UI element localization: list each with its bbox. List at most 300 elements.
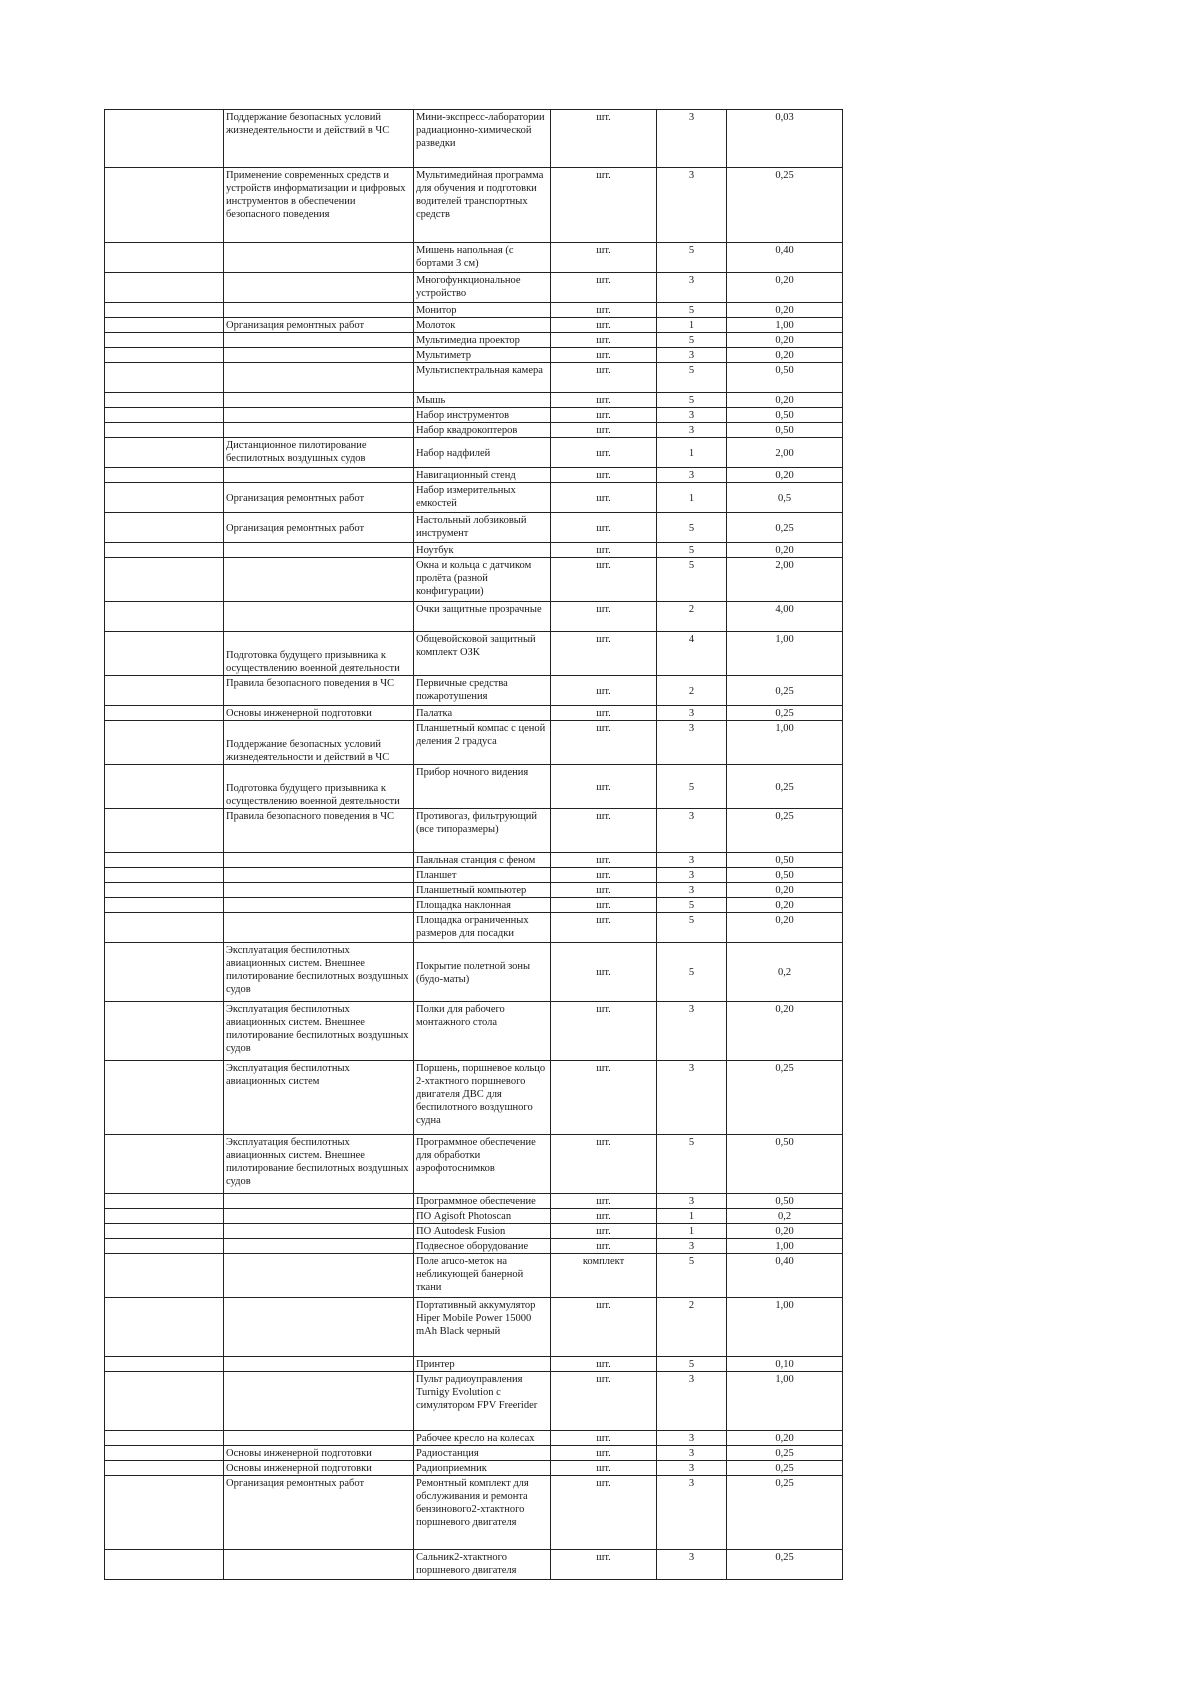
item-name-cell: Паяльная станция с феном (414, 853, 551, 868)
table-row (105, 438, 843, 468)
unit-cell: шт. (551, 348, 657, 363)
item-name-cell: Радиостанция (414, 1446, 551, 1461)
topic-cell: Дистанционное пилотирование беспилотных воздушных судов (224, 438, 414, 468)
topic-cell: Эксплуатация беспилотных авиационных систем. Внешнее пилотирование беспилотных воздушных судов (224, 943, 414, 1002)
item-name-cell: Планшет (414, 868, 551, 883)
unit-cell: шт. (551, 558, 657, 602)
section-cell (105, 1224, 224, 1239)
item-name-cell: Мультиспектральная камера (414, 363, 551, 393)
topic-cell (224, 602, 414, 632)
value-cell: 0,2 (727, 943, 843, 1002)
table-row (105, 558, 843, 602)
value-cell: 0,50 (727, 1135, 843, 1194)
item-name-cell: Программное обеспечение (414, 1194, 551, 1209)
table-row (105, 1357, 843, 1372)
quantity-cell: 3 (657, 1446, 727, 1461)
section-cell (105, 1061, 224, 1135)
table-row (105, 1550, 843, 1580)
quantity-cell: 5 (657, 558, 727, 602)
item-name-cell: Мультимедиа проектор (414, 333, 551, 348)
unit-cell: комплект (551, 1254, 657, 1298)
quantity-cell: 2 (657, 1298, 727, 1357)
section-cell (105, 543, 224, 558)
unit-cell: шт. (551, 1061, 657, 1135)
unit-cell: шт. (551, 1476, 657, 1550)
section-cell (105, 1135, 224, 1194)
table-row (105, 1476, 843, 1550)
item-name-cell: Радиоприемник (414, 1461, 551, 1476)
item-name-cell: Площадка ограниченных размеров для посадки (414, 913, 551, 943)
unit-cell: шт. (551, 110, 657, 168)
item-name-cell: Мишень напольная (с бортами 3 см) (414, 243, 551, 273)
unit-cell: шт. (551, 883, 657, 898)
table-row (105, 1372, 843, 1431)
item-name-cell: Мультимедийная программа для обучения и подготовки водителей транспортных средств (414, 168, 551, 243)
unit-cell: шт. (551, 273, 657, 303)
item-name-cell: Очки защитные прозрачные (414, 602, 551, 632)
topic-cell (224, 558, 414, 602)
item-name-cell: ПО Autodesk Fusion (414, 1224, 551, 1239)
quantity-cell: 3 (657, 1476, 727, 1550)
unit-cell: шт. (551, 1224, 657, 1239)
topic-cell (224, 1209, 414, 1224)
item-name-cell: Поле aruco-меток на небликующей банерной ткани (414, 1254, 551, 1298)
value-cell: 0,50 (727, 853, 843, 868)
section-cell (105, 632, 224, 676)
table-row (105, 706, 843, 721)
section-cell (105, 438, 224, 468)
section-cell (105, 868, 224, 883)
unit-cell: шт. (551, 1194, 657, 1209)
unit-cell: шт. (551, 898, 657, 913)
value-cell: 0,20 (727, 303, 843, 318)
quantity-cell: 5 (657, 243, 727, 273)
unit-cell: шт. (551, 468, 657, 483)
topic-cell (224, 1194, 414, 1209)
topic-cell (224, 363, 414, 393)
value-cell: 0,03 (727, 110, 843, 168)
item-name-cell: Набор надфилей (414, 438, 551, 468)
item-name-cell: Сальник2-хтактного поршневого двигателя (414, 1550, 551, 1580)
unit-cell: шт. (551, 913, 657, 943)
quantity-cell: 1 (657, 1224, 727, 1239)
item-name-cell: Настольный лобзиковый инструмент (414, 513, 551, 543)
topic-cell (224, 1431, 414, 1446)
value-cell: 1,00 (727, 1372, 843, 1431)
item-name-cell: Набор квадрокоптеров (414, 423, 551, 438)
value-cell: 0,20 (727, 468, 843, 483)
item-name-cell: Набор инструментов (414, 408, 551, 423)
value-cell: 0,20 (727, 333, 843, 348)
table-row (105, 1224, 843, 1239)
quantity-cell: 3 (657, 883, 727, 898)
item-name-cell: Рабочее кресло на колесах (414, 1431, 551, 1446)
table-body (105, 110, 843, 1580)
value-cell: 0,20 (727, 393, 843, 408)
value-cell: 0,5 (727, 483, 843, 513)
value-cell: 0,2 (727, 1209, 843, 1224)
section-cell (105, 809, 224, 853)
table-row (105, 1061, 843, 1135)
topic-cell (224, 898, 414, 913)
quantity-cell: 3 (657, 110, 727, 168)
unit-cell: шт. (551, 632, 657, 676)
unit-cell: шт. (551, 676, 657, 706)
topic-cell (224, 333, 414, 348)
item-name-cell: Программное обеспечение для обработки аэрофотоснимков (414, 1135, 551, 1194)
quantity-cell: 3 (657, 423, 727, 438)
section-cell (105, 110, 224, 168)
topic-cell: Организация ремонтных работ (224, 1476, 414, 1550)
value-cell: 0,50 (727, 868, 843, 883)
quantity-cell: 3 (657, 1431, 727, 1446)
quantity-cell: 2 (657, 676, 727, 706)
topic-cell (224, 543, 414, 558)
quantity-cell: 3 (657, 273, 727, 303)
topic-cell (224, 1372, 414, 1431)
section-cell (105, 1446, 224, 1461)
table-row (105, 168, 843, 243)
unit-cell: шт. (551, 1446, 657, 1461)
quantity-cell: 3 (657, 809, 727, 853)
section-cell (105, 318, 224, 333)
value-cell: 0,20 (727, 1002, 843, 1061)
item-name-cell: Общевойсковой защитный комплект ОЗК (414, 632, 551, 676)
item-name-cell: Набор измерительных емкостей (414, 483, 551, 513)
quantity-cell: 3 (657, 1372, 727, 1431)
section-cell (105, 1298, 224, 1357)
value-cell: 0,25 (727, 706, 843, 721)
section-cell (105, 348, 224, 363)
quantity-cell: 4 (657, 632, 727, 676)
value-cell: 0,25 (727, 676, 843, 706)
unit-cell: шт. (551, 721, 657, 765)
quantity-cell: 1 (657, 438, 727, 468)
topic-cell (224, 1239, 414, 1254)
unit-cell: шт. (551, 1002, 657, 1061)
item-name-cell: Пульт радиоуправления Turnigy Evolution с симулятором FPV Freerider (414, 1372, 551, 1431)
topic-cell: Подготовка будущего призывника к осуществлению военной деятельности (224, 632, 414, 676)
unit-cell: шт. (551, 1239, 657, 1254)
value-cell: 0,20 (727, 1431, 843, 1446)
section-cell (105, 706, 224, 721)
topic-cell: Основы инженерной подготовки (224, 1446, 414, 1461)
value-cell: 2,00 (727, 558, 843, 602)
table-row (105, 318, 843, 333)
section-cell (105, 765, 224, 809)
table-row (105, 676, 843, 706)
section-cell (105, 1372, 224, 1431)
topic-cell: Организация ремонтных работ (224, 513, 414, 543)
table-row (105, 363, 843, 393)
topic-cell (224, 408, 414, 423)
section-cell (105, 273, 224, 303)
value-cell: 0,20 (727, 913, 843, 943)
table-row (105, 483, 843, 513)
section-cell (105, 1254, 224, 1298)
quantity-cell: 3 (657, 1550, 727, 1580)
table-row (105, 898, 843, 913)
topic-cell (224, 303, 414, 318)
value-cell: 0,20 (727, 348, 843, 363)
quantity-cell: 5 (657, 1135, 727, 1194)
table-row (105, 468, 843, 483)
topic-cell (224, 348, 414, 363)
quantity-cell: 2 (657, 602, 727, 632)
quantity-cell: 3 (657, 408, 727, 423)
topic-cell: Правила безопасного поведения в ЧС (224, 809, 414, 853)
table-row (105, 1446, 843, 1461)
table-row (105, 632, 843, 676)
unit-cell: шт. (551, 423, 657, 438)
quantity-cell: 5 (657, 303, 727, 318)
section-cell (105, 333, 224, 348)
table-row (105, 1209, 843, 1224)
table-row (105, 868, 843, 883)
value-cell: 2,00 (727, 438, 843, 468)
quantity-cell: 5 (657, 393, 727, 408)
unit-cell: шт. (551, 543, 657, 558)
quantity-cell: 3 (657, 168, 727, 243)
unit-cell: шт. (551, 513, 657, 543)
value-cell: 0,50 (727, 363, 843, 393)
unit-cell: шт. (551, 765, 657, 809)
unit-cell: шт. (551, 868, 657, 883)
quantity-cell: 3 (657, 1194, 727, 1209)
unit-cell: шт. (551, 393, 657, 408)
table-row (105, 1002, 843, 1061)
quantity-cell: 3 (657, 706, 727, 721)
value-cell: 4,00 (727, 602, 843, 632)
equipment-table (104, 109, 843, 1580)
quantity-cell: 5 (657, 943, 727, 1002)
quantity-cell: 5 (657, 765, 727, 809)
value-cell: 0,25 (727, 765, 843, 809)
section-cell (105, 1461, 224, 1476)
table-row (105, 853, 843, 868)
value-cell: 0,25 (727, 513, 843, 543)
quantity-cell: 3 (657, 1002, 727, 1061)
quantity-cell: 5 (657, 1357, 727, 1372)
quantity-cell: 3 (657, 721, 727, 765)
value-cell: 0,20 (727, 898, 843, 913)
item-name-cell: Портативный аккумулятор Hiper Mobile Power 15000 mAh Black черный (414, 1298, 551, 1357)
item-name-cell: Окна и кольца с датчиком пролёта (разной конфигурации) (414, 558, 551, 602)
unit-cell: шт. (551, 706, 657, 721)
table-row (105, 333, 843, 348)
topic-cell (224, 913, 414, 943)
topic-cell: Поддержание безопасных условий жизнедеятельности и действий в ЧС (224, 721, 414, 765)
section-cell (105, 363, 224, 393)
section-cell (105, 676, 224, 706)
table-row (105, 408, 843, 423)
unit-cell: шт. (551, 1461, 657, 1476)
topic-cell (224, 1224, 414, 1239)
topic-cell (224, 423, 414, 438)
item-name-cell: Молоток (414, 318, 551, 333)
value-cell: 0,50 (727, 1194, 843, 1209)
section-cell (105, 393, 224, 408)
unit-cell: шт. (551, 483, 657, 513)
topic-cell (224, 243, 414, 273)
unit-cell: шт. (551, 303, 657, 318)
table-row (105, 1431, 843, 1446)
section-cell (105, 1357, 224, 1372)
value-cell: 0,25 (727, 168, 843, 243)
topic-cell (224, 468, 414, 483)
topic-cell: Эксплуатация беспилотных авиационных систем (224, 1061, 414, 1135)
quantity-cell: 5 (657, 898, 727, 913)
item-name-cell: Планшетный компьютер (414, 883, 551, 898)
section-cell (105, 1194, 224, 1209)
item-name-cell: Монитор (414, 303, 551, 318)
unit-cell: шт. (551, 1431, 657, 1446)
topic-cell: Организация ремонтных работ (224, 483, 414, 513)
item-name-cell: Навигационный стенд (414, 468, 551, 483)
item-name-cell: Покрытие полетной зоны (будо-маты) (414, 943, 551, 1002)
value-cell: 0,25 (727, 809, 843, 853)
unit-cell: шт. (551, 1550, 657, 1580)
item-name-cell: Площадка наклонная (414, 898, 551, 913)
topic-cell (224, 1298, 414, 1357)
topic-cell: Поддержание безопасных условий жизнедеятельности и действий в ЧС (224, 110, 414, 168)
unit-cell: шт. (551, 1372, 657, 1431)
section-cell (105, 602, 224, 632)
unit-cell: шт. (551, 1135, 657, 1194)
item-name-cell: Первичные средства пожаротушения (414, 676, 551, 706)
quantity-cell: 1 (657, 483, 727, 513)
unit-cell: шт. (551, 602, 657, 632)
topic-cell: Правила безопасного поведения в ЧС (224, 676, 414, 706)
value-cell: 0,25 (727, 1446, 843, 1461)
item-name-cell: Принтер (414, 1357, 551, 1372)
value-cell: 0,40 (727, 1254, 843, 1298)
value-cell: 0,40 (727, 243, 843, 273)
table-row (105, 543, 843, 558)
table-row (105, 1298, 843, 1357)
value-cell: 0,50 (727, 423, 843, 438)
topic-cell: Подготовка будущего призывника к осуществлению военной деятельности (224, 765, 414, 809)
section-cell (105, 1476, 224, 1550)
section-cell (105, 943, 224, 1002)
unit-cell: шт. (551, 333, 657, 348)
value-cell: 1,00 (727, 318, 843, 333)
table-row (105, 348, 843, 363)
item-name-cell: Мини-экспресс-лаборатории радиационно-химической разведки (414, 110, 551, 168)
topic-cell (224, 1357, 414, 1372)
quantity-cell: 5 (657, 333, 727, 348)
quantity-cell: 3 (657, 348, 727, 363)
unit-cell: шт. (551, 853, 657, 868)
unit-cell: шт. (551, 1298, 657, 1357)
section-cell (105, 243, 224, 273)
value-cell: 0,50 (727, 408, 843, 423)
unit-cell: шт. (551, 363, 657, 393)
topic-cell (224, 853, 414, 868)
unit-cell: шт. (551, 243, 657, 273)
table-row (105, 602, 843, 632)
unit-cell: шт. (551, 438, 657, 468)
section-cell (105, 898, 224, 913)
item-name-cell: Палатка (414, 706, 551, 721)
section-cell (105, 408, 224, 423)
table-row (105, 1194, 843, 1209)
section-cell (105, 168, 224, 243)
section-cell (105, 1002, 224, 1061)
table-row (105, 1461, 843, 1476)
quantity-cell: 5 (657, 543, 727, 558)
value-cell: 0,20 (727, 1224, 843, 1239)
table-row (105, 943, 843, 1002)
value-cell: 0,10 (727, 1357, 843, 1372)
table-row (105, 721, 843, 765)
table-row (105, 809, 843, 853)
value-cell: 1,00 (727, 1298, 843, 1357)
unit-cell: шт. (551, 168, 657, 243)
value-cell: 1,00 (727, 1239, 843, 1254)
topic-cell (224, 1550, 414, 1580)
item-name-cell: Многофункциональное устройство (414, 273, 551, 303)
topic-cell (224, 868, 414, 883)
section-cell (105, 1239, 224, 1254)
table-row (105, 273, 843, 303)
table-row (105, 1254, 843, 1298)
section-cell (105, 513, 224, 543)
quantity-cell: 3 (657, 868, 727, 883)
table-row (105, 303, 843, 318)
unit-cell: шт. (551, 318, 657, 333)
section-cell (105, 423, 224, 438)
unit-cell: шт. (551, 809, 657, 853)
section-cell (105, 1209, 224, 1224)
table-row (105, 393, 843, 408)
quantity-cell: 5 (657, 1254, 727, 1298)
unit-cell: шт. (551, 943, 657, 1002)
topic-cell: Применение современных средств и устройств информатизации и цифровых инструментов в обеспечении безопасного поведения (224, 168, 414, 243)
item-name-cell: Прибор ночного видения (414, 765, 551, 809)
section-cell (105, 883, 224, 898)
section-cell (105, 913, 224, 943)
section-cell (105, 303, 224, 318)
topic-cell: Эксплуатация беспилотных авиационных систем. Внешнее пилотирование беспилотных воздушных судов (224, 1002, 414, 1061)
item-name-cell: Ноутбук (414, 543, 551, 558)
item-name-cell: Ремонтный комплект для обслуживания и ремонта бензинового2-хтактного поршневого двигателя (414, 1476, 551, 1550)
unit-cell: шт. (551, 408, 657, 423)
value-cell: 0,20 (727, 543, 843, 558)
quantity-cell: 3 (657, 853, 727, 868)
quantity-cell: 3 (657, 1461, 727, 1476)
table-row (105, 883, 843, 898)
topic-cell (224, 273, 414, 303)
quantity-cell: 3 (657, 1239, 727, 1254)
item-name-cell: Противогаз, фильтрующий (все типоразмеры) (414, 809, 551, 853)
value-cell: 0,20 (727, 883, 843, 898)
section-cell (105, 558, 224, 602)
table-row (105, 765, 843, 809)
quantity-cell: 1 (657, 1209, 727, 1224)
item-name-cell: Полки для рабочего монтажного стола (414, 1002, 551, 1061)
topic-cell: Основы инженерной подготовки (224, 1461, 414, 1476)
item-name-cell: Мультиметр (414, 348, 551, 363)
table-row (105, 513, 843, 543)
value-cell: 0,25 (727, 1061, 843, 1135)
item-name-cell: Мышь (414, 393, 551, 408)
table-row (105, 913, 843, 943)
unit-cell: шт. (551, 1209, 657, 1224)
topic-cell (224, 1254, 414, 1298)
quantity-cell: 3 (657, 468, 727, 483)
quantity-cell: 5 (657, 513, 727, 543)
